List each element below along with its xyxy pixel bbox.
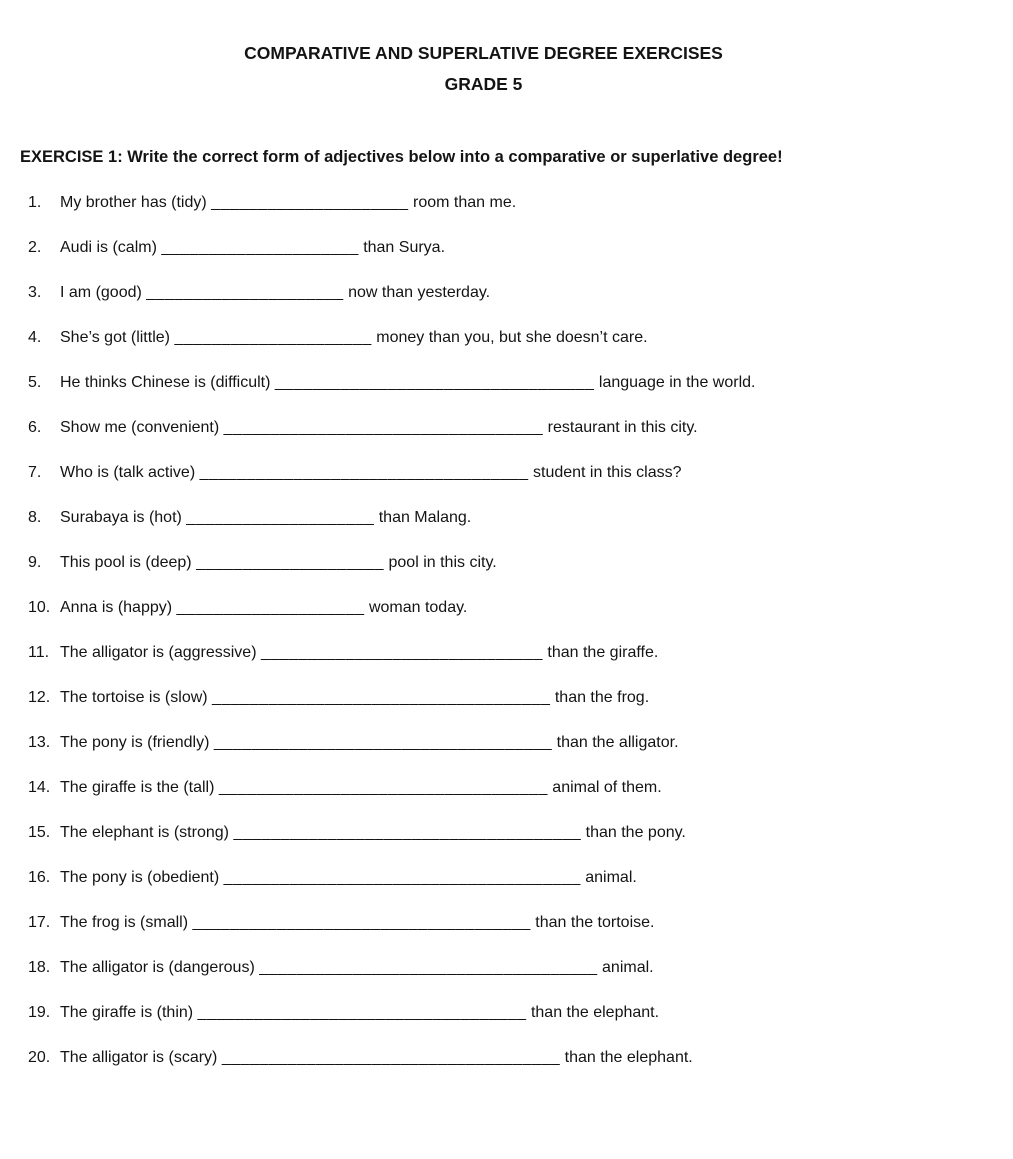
sentence-before-blank: The frog is (small) [60, 914, 189, 931]
sentence-before-blank: The pony is (obedient) [60, 869, 220, 886]
item-number: 3. [28, 284, 42, 301]
item-sentence [60, 597, 1013, 618]
item-sentence [60, 912, 1013, 933]
item-sentence [60, 282, 1013, 303]
exercise-item [28, 597, 1013, 618]
answer-blank: ____________________________________ [221, 1049, 561, 1066]
item-sentence [60, 1047, 1013, 1068]
answer-blank: _____________________ [161, 239, 359, 256]
item-number: 1. [28, 194, 42, 211]
sentence-after-blank: student in this class? [533, 464, 682, 481]
exercise-item [28, 372, 1013, 393]
sentence-after-blank: than the tortoise. [535, 914, 655, 931]
answer-blank: ___________________________________ [197, 1004, 527, 1021]
item-number: 19. [28, 1004, 51, 1021]
item-sentence [60, 777, 1013, 798]
sentence-after-blank: animal. [602, 959, 654, 976]
item-number: 9. [28, 554, 42, 571]
item-sentence [60, 687, 1013, 708]
exercise-item [28, 1047, 1013, 1068]
item-sentence [60, 642, 1013, 663]
sentence-before-blank: This pool is (deep) [60, 554, 192, 571]
exercise-item [28, 912, 1013, 933]
sentence-after-blank: animal of them. [552, 779, 662, 796]
answer-blank: ____________________________________ [259, 959, 598, 976]
item-sentence [60, 1002, 1013, 1023]
exercise-item [28, 462, 1013, 483]
sentence-before-blank: Audi is (calm) [60, 239, 157, 256]
item-number: 18. [28, 959, 51, 976]
answer-blank: ______________________________ [260, 644, 543, 661]
exercise-item [28, 822, 1013, 843]
item-sentence [60, 327, 1013, 348]
sentence-after-blank: now than yesterday. [348, 284, 491, 301]
sentence-before-blank: She’s got (little) [60, 329, 170, 346]
answer-blank: ____________________ [196, 554, 385, 571]
answer-blank: ____________________ [176, 599, 365, 616]
sentence-before-blank: He thinks Chinese is (difficult) [60, 374, 271, 391]
exercise-item [28, 1002, 1013, 1023]
exercise-item [28, 687, 1013, 708]
item-sentence [60, 417, 1013, 438]
answer-blank: __________________________________ [223, 419, 544, 436]
answer-blank: ___________________________________ [218, 779, 548, 796]
item-number: 14. [28, 779, 51, 796]
item-number: 8. [28, 509, 42, 526]
sentence-before-blank: The alligator is (scary) [60, 1049, 218, 1066]
answer-blank: ____________________________________ [212, 689, 551, 706]
item-sentence [60, 957, 1013, 978]
item-sentence [60, 732, 1013, 753]
item-number: 17. [28, 914, 51, 931]
item-number: 4. [28, 329, 42, 346]
sentence-before-blank: The alligator is (aggressive) [60, 644, 257, 661]
item-sentence [60, 462, 1013, 483]
sentence-after-blank: than the frog. [554, 689, 650, 706]
worksheet-title: COMPARATIVE AND SUPERLATIVE DEGREE EXERCISES [244, 43, 723, 63]
answer-blank: ___________________________________ [199, 464, 529, 481]
sentence-before-blank: Anna is (happy) [60, 599, 173, 616]
sentence-after-blank: restaurant in this city. [547, 419, 698, 436]
sentence-before-blank: The giraffe is the (tall) [60, 779, 215, 796]
sentence-before-blank: The pony is (friendly) [60, 734, 210, 751]
item-number: 12. [28, 689, 51, 706]
sentence-after-blank: than Surya. [363, 239, 446, 256]
answer-blank: ____________________________________ [192, 914, 531, 931]
sentence-after-blank: than the pony. [585, 824, 686, 841]
exercise-item [28, 732, 1013, 753]
sentence-before-blank: Who is (talk active) [60, 464, 196, 481]
exercise-item [28, 237, 1013, 258]
exercise-item-list [0, 192, 1013, 1068]
item-sentence [60, 867, 1013, 888]
exercise-item [28, 957, 1013, 978]
answer-blank: _____________________ [174, 329, 372, 346]
worksheet-page [0, 38, 1013, 1159]
item-number: 11. [28, 644, 50, 661]
exercise-item [28, 282, 1013, 303]
sentence-after-blank: than the alligator. [556, 734, 679, 751]
item-number: 2. [28, 239, 42, 256]
answer-blank: ____________________________________ [213, 734, 553, 751]
exercise-item [28, 327, 1013, 348]
item-sentence [60, 822, 1013, 843]
sentence-after-blank: language in the world. [598, 374, 756, 391]
sentence-before-blank: My brother has (tidy) [60, 194, 207, 211]
answer-blank: ____________________ [186, 509, 375, 526]
item-number: 13. [28, 734, 51, 751]
exercise-item [28, 642, 1013, 663]
item-number: 16. [28, 869, 51, 886]
sentence-before-blank: Surabaya is (hot) [60, 509, 182, 526]
exercise-item [28, 192, 1013, 213]
worksheet-grade: GRADE 5 [444, 74, 523, 94]
exercise-item [28, 867, 1013, 888]
sentence-before-blank: Show me (convenient) [60, 419, 220, 436]
answer-blank: _____________________ [146, 284, 344, 301]
item-sentence [60, 552, 1013, 573]
sentence-after-blank: than the elephant. [530, 1004, 660, 1021]
sentence-after-blank: room than me. [413, 194, 517, 211]
item-number: 20. [28, 1049, 51, 1066]
sentence-after-blank: animal. [585, 869, 637, 886]
exercise-item [28, 552, 1013, 573]
answer-blank: __________________________________ [274, 374, 595, 391]
sentence-after-blank: than the giraffe. [547, 644, 659, 661]
sentence-after-blank: pool in this city. [388, 554, 497, 571]
exercise-heading: EXERCISE 1: Write the correct form of adjectives below into a comparative or superlative degree! [20, 148, 783, 166]
sentence-before-blank: The giraffe is (thin) [60, 1004, 194, 1021]
item-number: 6. [28, 419, 42, 436]
sentence-after-blank: than Malang. [378, 509, 472, 526]
sentence-before-blank: I am (good) [60, 284, 142, 301]
sentence-after-blank: than the elephant. [564, 1049, 693, 1066]
sentence-before-blank: The elephant is (strong) [60, 824, 229, 841]
item-number: 5. [28, 374, 42, 391]
exercise-item [28, 417, 1013, 438]
sentence-before-blank: The alligator is (dangerous) [60, 959, 255, 976]
item-sentence [60, 237, 1013, 258]
exercise-item [28, 507, 1013, 528]
worksheet-header [0, 38, 1013, 100]
item-sentence [60, 372, 1013, 393]
item-number: 7. [28, 464, 42, 481]
item-sentence [60, 192, 1013, 213]
item-sentence [60, 507, 1013, 528]
sentence-before-blank: The tortoise is (slow) [60, 689, 208, 706]
answer-blank: _____________________________________ [233, 824, 582, 841]
answer-blank: _____________________ [211, 194, 409, 211]
exercise-item [28, 777, 1013, 798]
item-number: 10. [28, 599, 51, 616]
answer-blank: ______________________________________ [223, 869, 581, 886]
sentence-after-blank: money than you, but she doesn’t care. [376, 329, 648, 346]
item-number: 15. [28, 824, 51, 841]
sentence-after-blank: woman today. [368, 599, 468, 616]
